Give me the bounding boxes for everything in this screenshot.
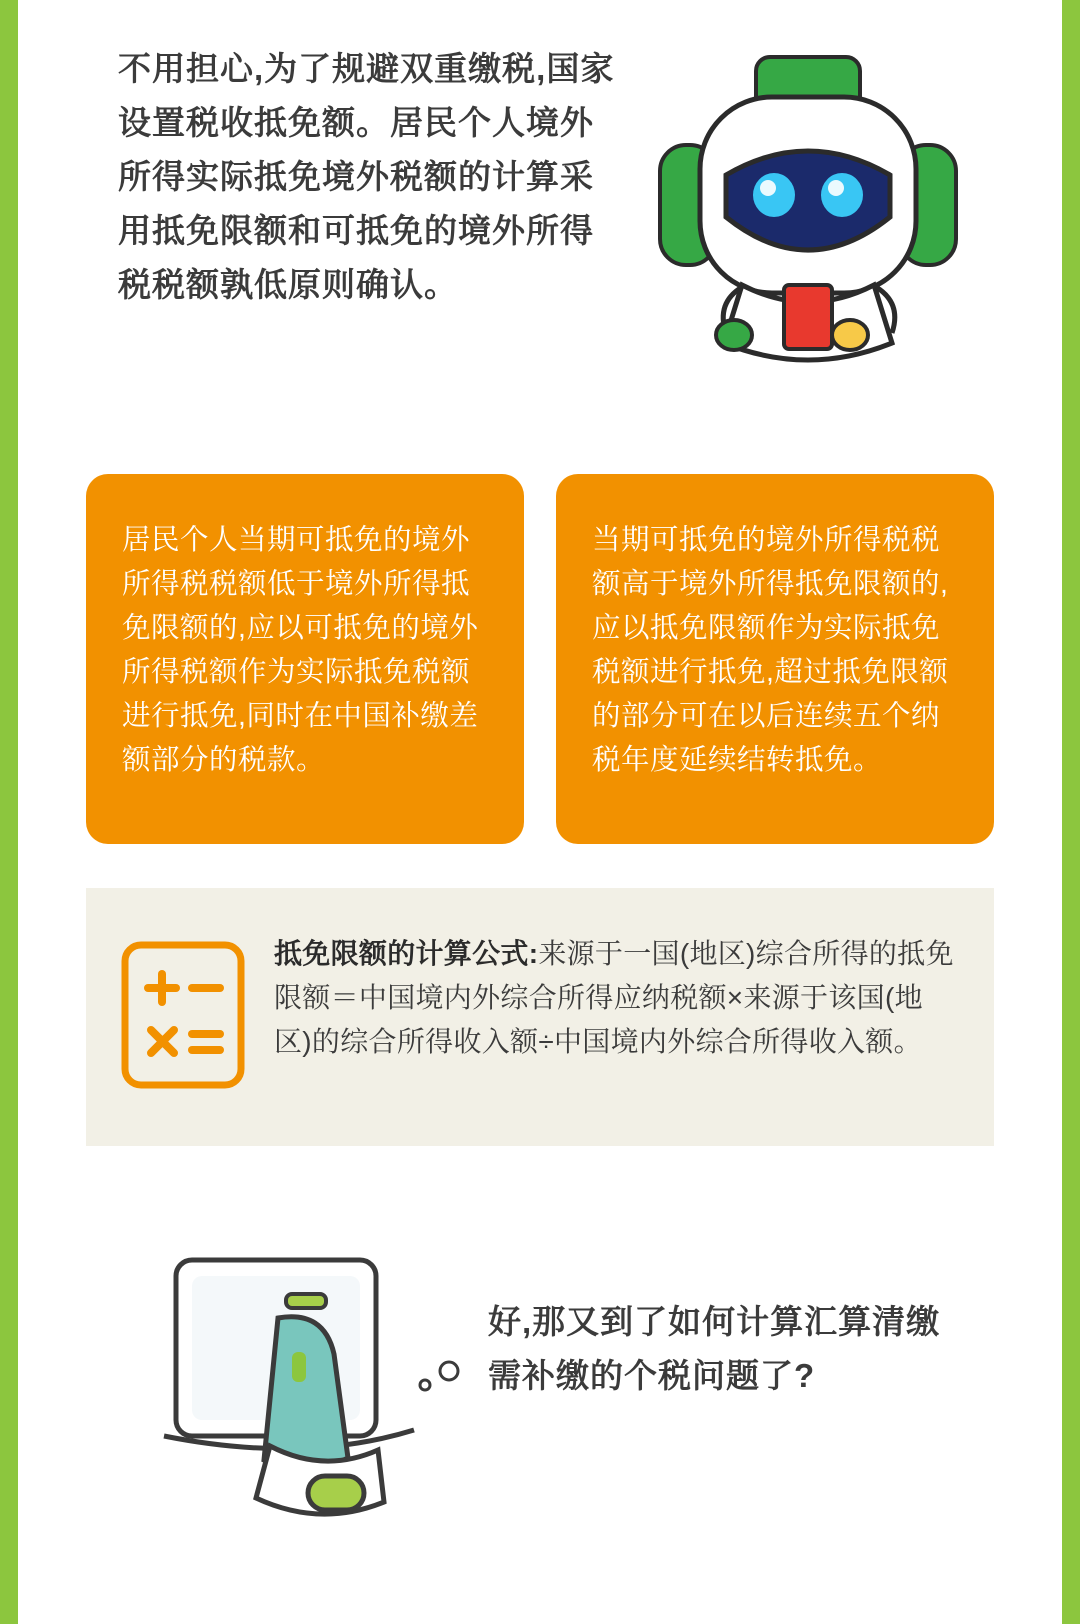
formula-body: 来源于一国(地区)综合所得的抵免限额＝中国境内外综合所得应纳税额×来源于该国(地区)的综合所得收入额÷中国境内外综合所得收入额。 xyxy=(274,938,954,1057)
info-card-list xyxy=(86,474,994,844)
info-card-left-text: 居民个人当期可抵免的境外所得税税额低于境外所得抵免限额的,应以可抵免的境外所得税额作为实际抵免税额进行抵免,同时在中国补缴差额部分的税款。 xyxy=(122,524,479,776)
info-card-right xyxy=(556,474,994,844)
formula-panel xyxy=(86,888,994,1146)
page-content xyxy=(18,0,1062,1624)
calculator-icon xyxy=(120,940,246,1090)
formula-label: 抵免限额的计算公式: xyxy=(274,938,539,969)
robot-mascot-icon xyxy=(638,35,978,365)
formula-text-block xyxy=(274,926,960,1112)
question-text: 好,那又到了如何计算汇算清缴需补缴的个税问题了? xyxy=(488,1303,941,1394)
intro-block xyxy=(118,42,618,312)
info-card-left xyxy=(86,474,524,844)
intro-paragraph: 不用担心,为了规避双重缴税,国家设置税收抵免额。居民个人境外所得实际抵免境外税额的计算采用抵免限额和可抵免的境外所得税税额孰低原则确认。 xyxy=(118,50,615,303)
info-card-right-text: 当期可抵免的境外所得税税额高于境外所得抵免限额的,应以抵免限额作为实际抵免税额进行抵免,超过抵免限额的部分可在以后连续五个纳税年度延续结转抵免。 xyxy=(592,524,949,776)
question-block xyxy=(488,1295,958,1403)
thought-dots-icon xyxy=(413,1357,473,1397)
